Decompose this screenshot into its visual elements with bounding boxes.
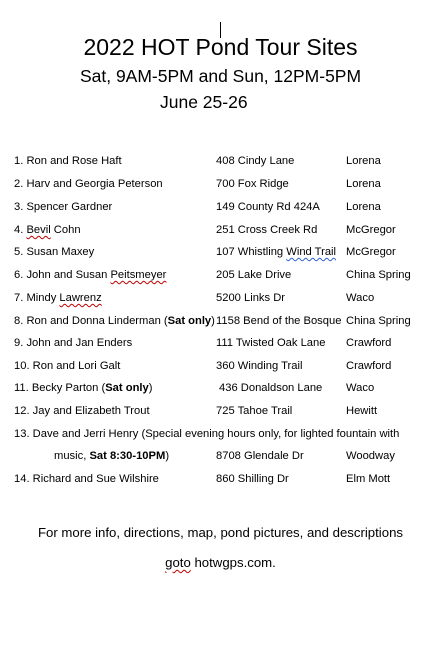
site-city: Hewitt: [346, 405, 378, 417]
site-address: 408 Cindy Lane: [216, 155, 295, 167]
tour-dates: June 25-26: [160, 92, 248, 112]
spellcheck-underline: goto: [165, 555, 191, 570]
site-name: 13. Dave and Jerri Henry (Special evening hours only, for lighted fountain with: [14, 428, 400, 440]
site-name-continued: music, Sat 8:30-10PM): [54, 450, 170, 462]
site-row-continuation: [0, 450, 441, 468]
site-row: [0, 428, 441, 446]
site-name: 9. John and Jan Enders: [14, 337, 133, 349]
site-row: [0, 178, 441, 196]
site-address: 360 Winding Trail: [216, 360, 303, 372]
site-row: [0, 269, 441, 287]
site-name: 7. Mindy Lawrenz: [14, 292, 102, 304]
document-title: 2022 HOT Pond Tour Sites: [83, 34, 358, 60]
spellcheck-underline: Peitsmeyer: [110, 269, 167, 281]
site-name: 8. Ron and Donna Linderman (Sat only): [14, 315, 215, 327]
site-city: Woodway: [346, 450, 395, 462]
site-city: Lorena: [346, 201, 381, 213]
site-name: 5. Susan Maxey: [14, 246, 95, 258]
site-address: 1158 Bend of the Bosque: [216, 315, 342, 327]
site-row: [0, 473, 441, 491]
site-address: 5200 Links Dr: [216, 292, 286, 304]
site-address: 111 Twisted Oak Lane: [216, 337, 326, 349]
site-name: 10. Ron and Lori Galt: [14, 360, 121, 372]
site-city: Waco: [346, 292, 375, 304]
footer-website: goto hotwgps.com.: [165, 555, 276, 570]
site-city: McGregor: [346, 246, 396, 258]
site-address: 251 Cross Creek Rd: [216, 224, 318, 236]
site-city: China Spring: [346, 269, 411, 281]
site-name: 4. Bevil Cohn: [14, 224, 81, 236]
site-address: 205 Lake Drive: [216, 269, 292, 281]
spellcheck-underline: Lawrenz: [59, 292, 102, 304]
site-row: [0, 382, 441, 400]
site-row: [0, 360, 441, 378]
tour-hours: Sat, 9AM-5PM and Sun, 12PM-5PM: [79, 66, 362, 86]
site-row: [0, 155, 441, 173]
site-city: China Spring: [346, 315, 411, 327]
site-row: [0, 337, 441, 355]
site-name: 11. Becky Parton (Sat only): [14, 382, 153, 394]
site-row: [0, 201, 441, 219]
site-city: Crawford: [346, 360, 392, 372]
site-address: 860 Shilling Dr: [216, 473, 289, 485]
site-address: 8708 Glendale Dr: [216, 450, 304, 462]
spellcheck-underline: Bevil: [26, 224, 51, 236]
site-name: 1. Ron and Rose Haft: [14, 155, 122, 167]
site-city: Lorena: [346, 155, 381, 167]
site-name: 6. John and Susan Peitsmeyer: [14, 269, 167, 281]
site-row: [0, 405, 441, 423]
site-address: 107 Whistling Wind Trail: [216, 246, 337, 258]
site-city: Elm Mott: [346, 473, 391, 485]
site-address: 436 Donaldson Lane: [219, 382, 323, 394]
site-row: [0, 315, 441, 333]
site-city: McGregor: [346, 224, 396, 236]
site-name: 3. Spencer Gardner: [14, 201, 113, 213]
site-city: Crawford: [346, 337, 392, 349]
site-name: 14. Richard and Sue Wilshire: [14, 473, 159, 485]
grammar-underline: Wind Trail: [286, 246, 337, 258]
footer-info: For more info, directions, map, pond pictures, and descriptions: [37, 525, 404, 540]
site-row: [0, 246, 441, 264]
site-row: [0, 224, 441, 242]
site-address: 725 Tahoe Trail: [216, 405, 293, 417]
site-row: [0, 292, 441, 310]
site-city: Waco: [346, 382, 375, 394]
site-address: 700 Fox Ridge: [216, 178, 289, 190]
site-address: 149 County Rd 424A: [216, 201, 320, 213]
site-name: 12. Jay and Elizabeth Trout: [14, 405, 150, 417]
site-name: 2. Harv and Georgia Peterson: [14, 178, 163, 190]
site-city: Lorena: [346, 178, 381, 190]
